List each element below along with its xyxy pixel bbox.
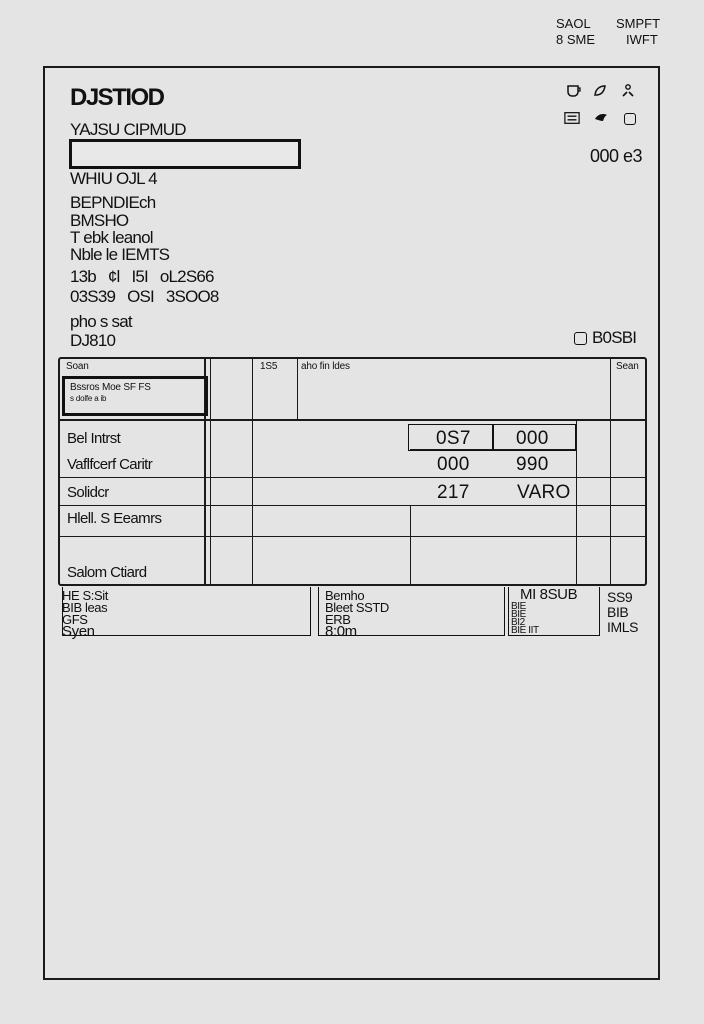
header-box-sub: s dolfe a ib [70,394,107,403]
top-right-right [616,16,660,48]
footer-line: BIB [607,604,629,620]
footer-line: BIE [511,601,526,612]
row-value: 000 [516,428,549,449]
row-label: Hlell. S Eeamrs [67,510,162,527]
row-value: 217 [437,482,470,503]
info-line: T ebk leanol [70,228,153,247]
number-row: 13b ¢l I5I oL2S66 [70,267,214,286]
table-rule [297,357,298,421]
header-box-text: Bssros Moe SF FS [70,382,151,393]
doc-title: DJSTIOD [70,84,164,111]
footer-line: Bleet SSTD [325,600,389,615]
row-label: Vaflfcerf Caritr [67,456,153,473]
footer-block-3-head: MI 8SUB [520,586,578,603]
tools-icon[interactable] [620,83,636,99]
section-label-bottom: DJ810 [70,331,116,350]
row-value: 000 [437,454,470,475]
footer-line: BI2 [511,617,525,628]
footer-block-2 [325,590,389,638]
box-icon[interactable] [622,111,638,127]
footer-line: BIE [511,609,526,620]
field-label: YAJSU CIPMUD [70,120,186,139]
footer-line: BIE IIT [511,625,539,636]
info-line: BMSHO [70,211,129,230]
header-cell: aho fin ldes [301,361,350,372]
leaf-icon[interactable] [592,83,608,99]
badge-icon[interactable] [564,110,580,126]
footer-line: IMLS [607,619,639,635]
row-value: 990 [516,454,549,475]
footer-line: Syen [62,623,95,640]
footer-block-1 [62,590,108,638]
footer-line: Bemho [325,588,365,603]
info-line: WHIU OJL 4 [70,169,157,188]
footer-block-3 [511,603,539,635]
footer-line: GFS [62,612,88,627]
footer-line: ERB [325,612,351,627]
row-label: Solidcr [67,484,109,501]
top-right-line: 8 SME [556,32,596,47]
footer-line: HE S:Sit [62,588,108,603]
top-right-line: SAOL [556,16,591,31]
header-cell: 1S5 [260,361,278,372]
table-rule [58,477,647,478]
header-cell: Soan [66,361,89,372]
table-rule [610,357,611,586]
row-value: VARO [517,482,571,503]
table-rule [210,357,211,586]
table-rule [58,505,647,506]
section-label-top: pho s sat [70,312,132,331]
number-row: 03S39 OSI 3SOO8 [70,287,219,306]
header-cell: Sean [616,361,639,372]
reference-number: 000 e3 [590,146,643,166]
info-line: BEPNDIEch [70,193,156,212]
top-right-left [556,16,595,48]
table-rule [252,357,253,586]
footer-block-4 [607,590,638,635]
footer-line: SS9 [607,589,633,605]
table-rule [58,536,647,537]
square-icon[interactable] [572,330,588,346]
section-right-label: B0SBI [592,328,637,347]
table-rule [410,505,411,586]
row-value: 0S7 [436,428,471,449]
footer-line: BIB leas [62,600,108,615]
field-input[interactable] [69,139,301,169]
top-right-line: SMPFT [616,16,661,31]
footer-line: 8:0m [325,623,357,640]
info-line: Nble le IEMTS [70,245,170,264]
bird-icon[interactable] [593,110,609,126]
row-label: Bel Intrst [67,430,121,447]
row-label: Salom Ctiard [67,564,147,581]
table-rule [576,421,577,586]
table-rule [58,419,647,421]
cup-icon[interactable] [566,83,582,99]
top-right-line: IWFT [626,32,658,47]
